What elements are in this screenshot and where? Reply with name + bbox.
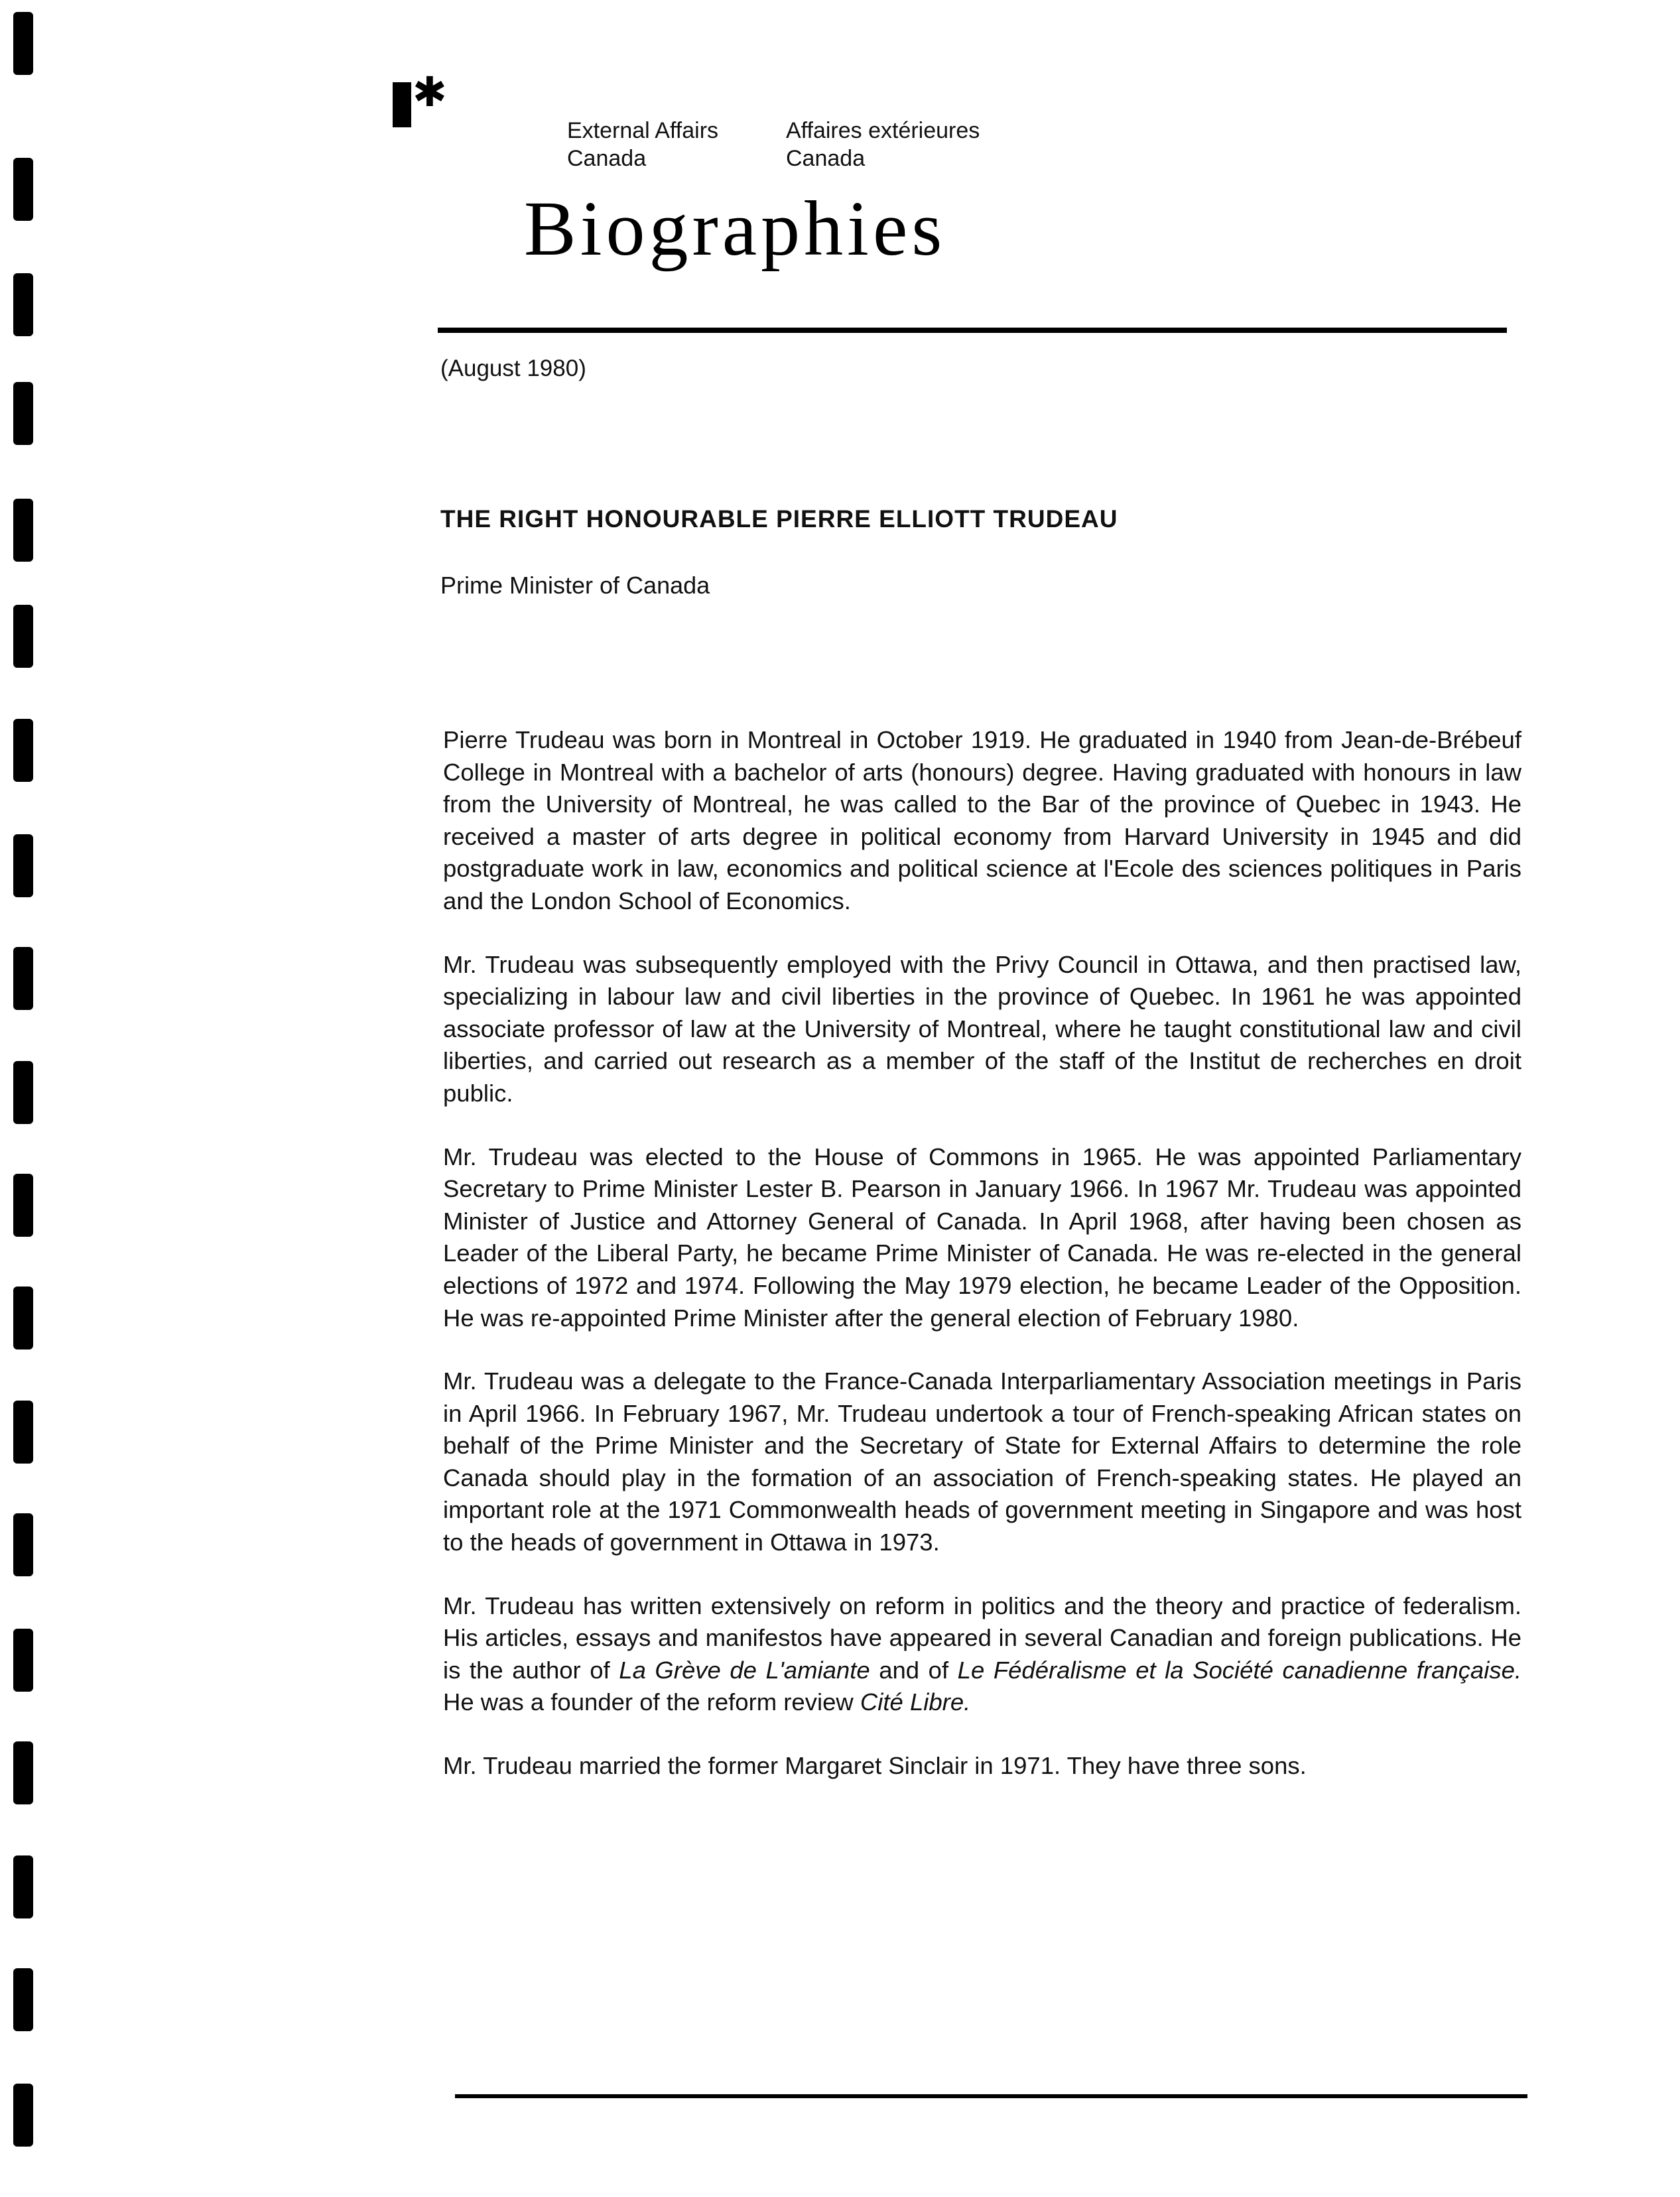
biography-body <box>443 724 1521 1814</box>
review-title: Cité Libre. <box>860 1688 971 1716</box>
binding-hole <box>13 1401 33 1464</box>
publications-paragraph <box>443 1590 1521 1719</box>
maple-leaf-icon: ✱ <box>413 68 447 116</box>
binding-hole <box>13 382 33 445</box>
binding-holes <box>0 0 60 2197</box>
binding-hole <box>13 1513 33 1576</box>
department-name-french <box>786 117 980 172</box>
paragraph-text: Mr. Trudeau has written extensively on reform in politics and the theory and practice of federalism. His articles, essays and manifestos have appeared in several Canadian and foreign publications. He is the author of <box>443 1592 1521 1684</box>
binding-hole <box>13 719 33 782</box>
department-name-line: External Affairs <box>567 118 719 143</box>
department-country-line: Canada <box>786 146 866 171</box>
document-date: (August 1980) <box>440 355 586 381</box>
publication-title: Biographies <box>524 185 946 272</box>
paragraph-text: and of <box>870 1656 958 1684</box>
book-title: La Grève de L'amiante <box>619 1656 870 1684</box>
binding-hole <box>13 834 33 897</box>
binding-hole <box>13 1287 33 1350</box>
binding-hole <box>13 1629 33 1692</box>
biography-paragraph: Pierre Trudeau was born in Montreal in October 1919. He graduated in 1940 from Jean-de-Brébeuf College in Montreal with a bachelor of arts (honours) degree. Having graduated with honours in law from the University of Montreal, he was called to the Bar of the province of Quebec in 1943. He received a master of arts degree in political economy from Harvard University in 1945 and did postgraduate work in law, economics and political science at l'Ecole des sciences politiques in Paris and the London School of Economics. <box>443 726 1521 914</box>
binding-hole <box>13 2084 33 2147</box>
header-rule <box>438 328 1507 333</box>
biography-paragraph: Mr. Trudeau was elected to the House of Commons in 1965. He was appointed Parliamentary Secretary to Prime Minister Lester B. Pearson in January 1966. In 1967 Mr. Trudeau was appointed Minister of Justice and Attorney General of Canada. In April 1968, after having been chosen as Leader of the Liberal Party, he became Prime Minister of Canada. He was re-elected in the general elections of 1972 and 1974. Following the May 1979 election, he became Leader of the Opposition. He was re-appointed Prime Minister after the general election of February 1980. <box>443 1143 1521 1332</box>
binding-hole <box>13 605 33 668</box>
binding-hole <box>13 12 33 75</box>
binding-hole <box>13 947 33 1010</box>
department-name-line: Affaires extérieures <box>786 118 980 143</box>
binding-hole <box>13 1741 33 1804</box>
paragraph-text: He was a founder of the reform review <box>443 1688 860 1716</box>
closing-paragraph: Mr. Trudeau married the former Margaret Sinclair in 1971. They have three sons. <box>443 1752 1307 1780</box>
biography-paragraph: Mr. Trudeau was a delegate to the France-Canada Interparliamentary Association meetings in Paris in April 1966. In February 1967, Mr. Trudeau undertook a tour of French-speaking African states on behalf of the Prime Minister and the Secretary of State for External Affairs to determine the role Canada should play in the formation of an association of French-speaking states. He played an important role at the 1971 Commonwealth heads of government meeting in Singapore and was host to the heads of government in Ottawa in 1973. <box>443 1367 1521 1556</box>
book-title: Le Fédéralisme et la Société canadienne française. <box>957 1656 1522 1684</box>
department-name-english <box>567 117 718 172</box>
biography-paragraph: Mr. Trudeau was subsequently employed with the Privy Council in Ottawa, and then practised law, specializing in labour law and civil liberties in the province of Quebec. In 1961 he was appointed associate professor of law at the University of Montreal, where he taught constitutional law and civil liberties, and carried out research as a member of the staff of the Institut de recherches en droit public. <box>443 950 1521 1107</box>
binding-hole <box>13 273 33 336</box>
footer-rule <box>455 2094 1527 2098</box>
binding-hole <box>13 499 33 562</box>
department-country-line: Canada <box>567 146 647 171</box>
binding-hole <box>13 1855 33 1918</box>
binding-hole <box>13 1061 33 1124</box>
binding-hole <box>13 1174 33 1237</box>
flag-bar <box>393 82 411 127</box>
binding-hole <box>13 158 33 221</box>
document-heading: THE RIGHT HONOURABLE PIERRE ELLIOTT TRUDEAU <box>440 505 1118 533</box>
document-subtitle: Prime Minister of Canada <box>440 572 710 599</box>
binding-hole <box>13 1968 33 2031</box>
canada-flag-maple-leaf-icon <box>393 68 466 131</box>
